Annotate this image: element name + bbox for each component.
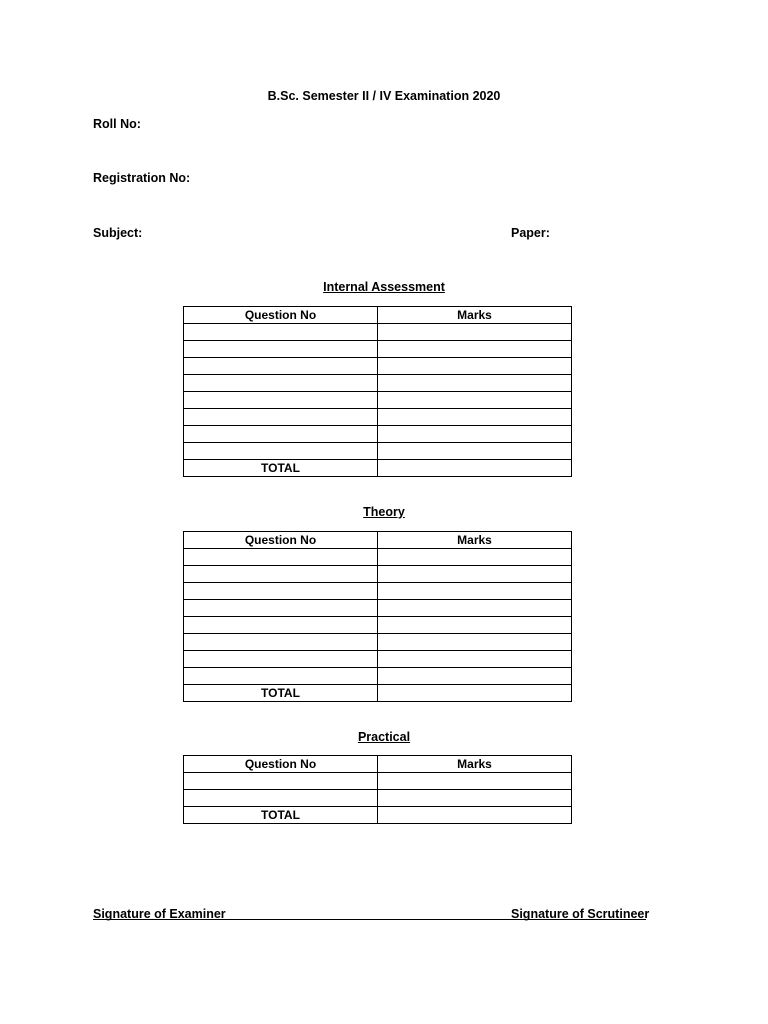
practical-table <box>183 755 572 824</box>
question-no-cell[interactable] <box>184 634 378 651</box>
table-row <box>184 600 572 617</box>
question-no-cell[interactable] <box>184 773 378 790</box>
question-no-cell[interactable] <box>184 566 378 583</box>
total-label: TOTAL <box>184 685 378 702</box>
question-no-cell[interactable] <box>184 600 378 617</box>
internal-assessment-heading: Internal Assessment <box>323 280 445 294</box>
total-row <box>184 460 572 477</box>
marks-cell[interactable] <box>378 617 572 634</box>
marks-cell[interactable] <box>378 426 572 443</box>
table-row <box>184 790 572 807</box>
question-no-cell[interactable] <box>184 324 378 341</box>
total-marks-cell[interactable] <box>378 685 572 702</box>
table-row <box>184 409 572 426</box>
paper-label: Paper: <box>511 226 550 240</box>
question-no-cell[interactable] <box>184 341 378 358</box>
question-no-header: Question No <box>184 532 378 549</box>
total-label: TOTAL <box>184 460 378 477</box>
table-row <box>184 773 572 790</box>
total-marks-cell[interactable] <box>378 460 572 477</box>
table-row <box>184 566 572 583</box>
question-no-header: Question No <box>184 307 378 324</box>
table-row <box>184 426 572 443</box>
question-no-cell[interactable] <box>184 668 378 685</box>
question-no-header: Question No <box>184 756 378 773</box>
internal-assessment-table <box>183 306 572 477</box>
practical-heading: Practical <box>357 730 411 744</box>
total-marks-cell[interactable] <box>378 807 572 824</box>
question-no-cell[interactable] <box>184 409 378 426</box>
table-row <box>184 651 572 668</box>
total-row <box>184 685 572 702</box>
table-row <box>184 668 572 685</box>
marks-cell[interactable] <box>378 341 572 358</box>
marks-cell[interactable] <box>378 324 572 341</box>
question-no-cell[interactable] <box>184 358 378 375</box>
theory-heading: Theory <box>363 505 405 519</box>
table-row <box>184 392 572 409</box>
marks-cell[interactable] <box>378 651 572 668</box>
table-row <box>184 617 572 634</box>
marks-header: Marks <box>378 756 572 773</box>
roll-no-label: Roll No: <box>93 117 141 131</box>
table-row <box>184 375 572 392</box>
question-no-cell[interactable] <box>184 651 378 668</box>
marks-cell[interactable] <box>378 375 572 392</box>
table-row <box>184 634 572 651</box>
total-label: TOTAL <box>184 807 378 824</box>
question-no-cell[interactable] <box>184 617 378 634</box>
question-no-cell[interactable] <box>184 426 378 443</box>
table-row <box>184 583 572 600</box>
question-no-cell[interactable] <box>184 549 378 566</box>
marks-cell[interactable] <box>378 409 572 426</box>
marks-cell[interactable] <box>378 600 572 617</box>
table-row <box>184 549 572 566</box>
question-no-cell[interactable] <box>184 583 378 600</box>
total-row <box>184 807 572 824</box>
question-no-cell[interactable] <box>184 443 378 460</box>
registration-no-label: Registration No: <box>93 171 191 185</box>
question-no-cell[interactable] <box>184 790 378 807</box>
marks-cell[interactable] <box>378 443 572 460</box>
table-row <box>184 341 572 358</box>
theory-table <box>183 531 572 702</box>
marks-cell[interactable] <box>378 583 572 600</box>
table-header-row <box>184 532 572 549</box>
scrutineer-signature-label: Signature of Scrutineer <box>511 907 650 921</box>
marks-cell[interactable] <box>378 773 572 790</box>
subject-label: Subject: <box>93 226 143 240</box>
table-header-row <box>184 756 572 773</box>
document-title: B.Sc. Semester II / IV Examination 2020 <box>267 89 501 103</box>
table-row <box>184 324 572 341</box>
question-no-cell[interactable] <box>184 392 378 409</box>
marks-cell[interactable] <box>378 634 572 651</box>
examiner-signature-label: Signature of Examiner <box>93 907 226 921</box>
question-no-cell[interactable] <box>184 375 378 392</box>
marks-header: Marks <box>378 307 572 324</box>
marks-header: Marks <box>378 532 572 549</box>
table-header-row <box>184 307 572 324</box>
table-row <box>184 443 572 460</box>
marks-cell[interactable] <box>378 549 572 566</box>
marks-cell[interactable] <box>378 566 572 583</box>
marks-cell[interactable] <box>378 790 572 807</box>
marks-cell[interactable] <box>378 668 572 685</box>
table-row <box>184 358 572 375</box>
marks-cell[interactable] <box>378 392 572 409</box>
marks-cell[interactable] <box>378 358 572 375</box>
